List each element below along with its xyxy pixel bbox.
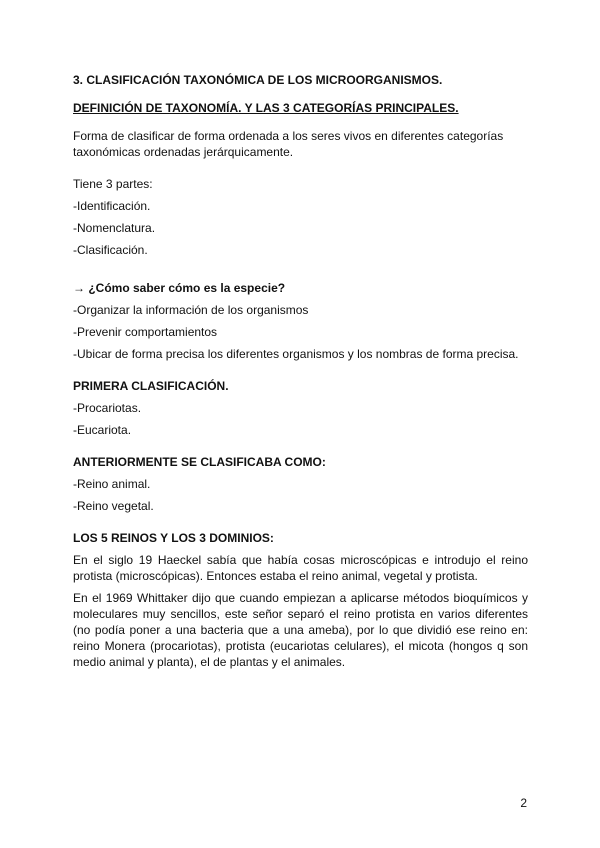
section-title: 3. CLASIFICACIÓN TAXONÓMICA DE LOS MICROORGANISMOS. <box>73 73 443 87</box>
section-subtitle: DEFINICIÓN DE TAXONOMÍA. Y LAS 3 CATEGORÍAS PRINCIPALES. <box>73 101 459 115</box>
parts-item-identificacion: -Identificación. <box>73 199 151 213</box>
kingdoms-heading: LOS 5 REINOS Y LOS 3 DOMINIOS: <box>73 531 274 545</box>
kingdoms-paragraph-haeckel: En el siglo 19 Haeckel sabía que había cosas microscópicas e introdujo el reino protista (microscópicas). Entonces estaba el reino animal, vegetal y protista. <box>73 553 528 583</box>
first-classification-item-procariotas: -Procariotas. <box>73 401 142 415</box>
parts-item-clasificacion: -Clasificación. <box>73 243 148 257</box>
definition-line-2: taxonómicas ordenadas jerárquicamente. <box>73 145 294 159</box>
first-classification-item-eucariota: -Eucariota. <box>73 423 132 437</box>
page-number: 2 <box>520 796 527 810</box>
species-heading: → ¿Cómo saber cómo es la especie? <box>73 281 286 295</box>
species-item-organizar: -Organizar la información de los organismos <box>73 303 309 317</box>
previous-item-animal: -Reino animal. <box>73 477 151 491</box>
first-classification-heading: PRIMERA CLASIFICACIÓN. <box>73 379 229 393</box>
parts-item-nomenclatura: -Nomenclatura. <box>73 221 156 235</box>
definition-line-1: Forma de clasificar de forma ordenada a los seres vivos en diferentes categorías <box>73 129 504 143</box>
previous-item-vegetal: -Reino vegetal. <box>73 499 154 513</box>
parts-intro: Tiene 3 partes: <box>73 177 153 191</box>
previous-heading: ANTERIORMENTE SE CLASIFICABA COMO: <box>73 455 326 469</box>
species-item-prevenir: -Prevenir comportamientos <box>73 325 218 339</box>
kingdoms-paragraph-whittaker: En el 1969 Whittaker dijo que cuando empiezan a aplicarse métodos bioquímicos y moleculares muy sencillos, este señor separó el reino protista en varios diferentes (no podía poner a una bacteria que a una ameba), por lo que dividió ese reino en: reino Monera (procariotas), protista (eucariotas celulares), el micota (hongos q son medio animal y planta), el de plantas y el animales. <box>73 591 528 669</box>
species-item-ubicar: -Ubicar de forma precisa los diferentes organismos y los nombras de forma precisa. <box>73 347 519 361</box>
